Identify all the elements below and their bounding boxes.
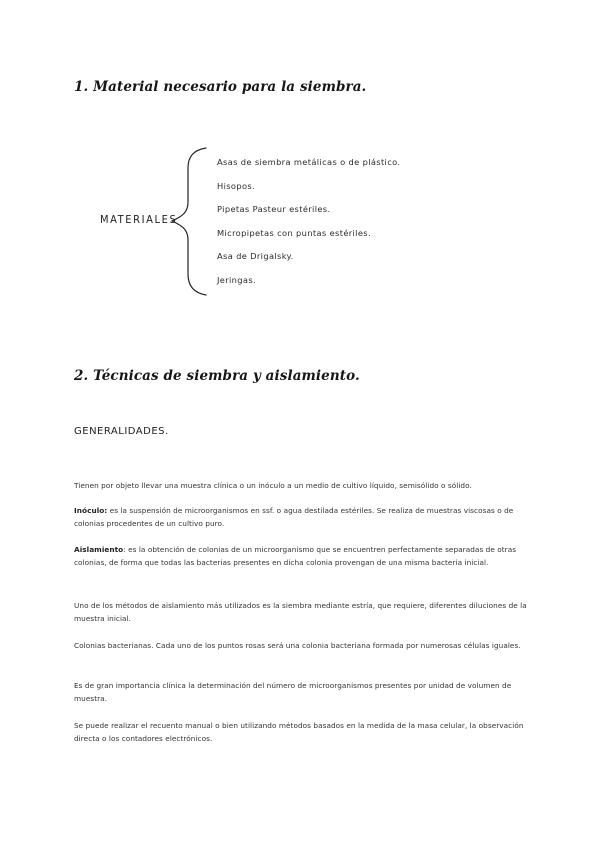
paragraph-objetivo: Tienen por objeto llevar una muestra clínica o un inóculo a un medio de cultivo líquido, semisólido o sólido. <box>74 481 472 490</box>
curly-brace-icon <box>168 144 208 300</box>
list-item: Asa de Drigalsky. <box>217 251 294 262</box>
paragraph-inoculo <box>74 505 534 530</box>
list-item: Jeringas. <box>217 274 256 285</box>
paragraph-colonias: Colonias bacterianas. Cada uno de los puntos rosas será una colonia bacteriana formada por numerosas células iguales. <box>74 641 521 650</box>
definition-inoculo: es la suspensión de microorganismos en ssf. o agua destilada estériles. Se realiza de muestras viscosas o de colonias procedentes de un cultivo puro. <box>74 506 514 528</box>
term-aislamiento: Aislamiento <box>74 545 124 554</box>
paragraph-aislamiento <box>74 544 534 569</box>
term-inoculo: Inóculo: <box>74 506 108 515</box>
materiales-label: MATERIALES <box>100 213 178 226</box>
list-item: Hisopos. <box>217 180 256 191</box>
paragraph-metodos: Uno de los métodos de aislamiento más utilizados es la siembra mediante estría, que requiere, diferentes diluciones de la muestra inicial. <box>74 601 527 623</box>
list-item: Pipetas Pasteur estériles. <box>217 204 331 215</box>
definition-aislamiento: : es la obtención de colonias de un microorganismo que se encuentren perfectamente separadas de otras colonias, de forma que todas las bacterias presentes en dicha colonia provengan de una misma bacteria inicial. <box>74 545 517 567</box>
paragraph-recuento: Se puede realizar el recuento manual o bien utilizando métodos basados en la medida de la masa celular, la observación directa o los contadores electrónicos. <box>74 721 524 743</box>
section-1-heading: 1. Material necesario para la siembra. <box>74 79 367 95</box>
paragraph-importancia: Es de gran importancia clínica la determinación del número de microorganismos presentes por unidad de volumen de muestra. <box>74 681 512 703</box>
list-item: Micropipetas con puntas estériles. <box>217 227 371 238</box>
section-2-heading: 2. Técnicas de siembra y aislamiento. <box>74 368 360 384</box>
generalidades-title: GENERALIDADES. <box>74 426 169 437</box>
materials-list <box>217 154 400 296</box>
list-item: Asas de siembra metálicas o de plástico. <box>217 157 401 167</box>
